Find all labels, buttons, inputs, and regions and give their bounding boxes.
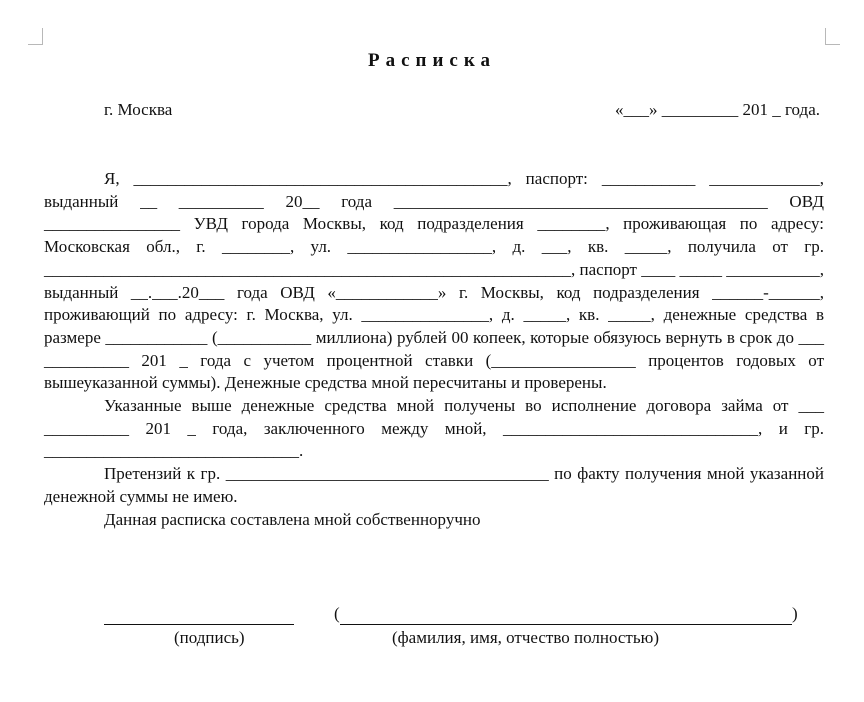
- paragraph-loan-contract: Указанные выше денежные средства мной получены во исполнение договора займа от ___ __________ 201 _ года, заключенного между мной, ______________________________, и гр. ______________________________.: [44, 396, 824, 461]
- page-corner-mark: [28, 28, 43, 45]
- city-line: г. Москва: [104, 100, 173, 119]
- paragraph-no-claims: Претензий к гр. ______________________________________ по факту получения мной указанной денежной суммы не имею.: [44, 464, 824, 506]
- signature-label: (подпись): [174, 628, 245, 647]
- fio-close-paren: ): [792, 604, 798, 623]
- document-body: [44, 168, 824, 531]
- full-name-label: (фамилия, имя, отчество полностью): [392, 628, 659, 647]
- fio-open-paren: (: [334, 604, 340, 623]
- full-name-line: [340, 624, 792, 625]
- date-line: «___» _________ 201 _ года.: [614, 100, 820, 119]
- signature-line: [104, 624, 294, 625]
- paragraph-handwritten: Данная расписка составлена мной собственноручно: [104, 509, 481, 529]
- page-corner-mark: [825, 28, 840, 45]
- paragraph-receipt-details: Я, ____________________________________________, паспорт: ___________ _____________, выданный __ __________ 20__ года ____________________________________________ ОВД ________________ УВД города Москвы, код подразделения ________, проживающая по адресу: Московская обл., г. ________, ул. _________________, д. ___, кв. _____, получила от гр. ______________________________________________________________, паспорт ____ _____ ___________, выданный __.___.20___ года ОВД «____________» г. Москвы, код подразделения ______-______, проживающий по адресу: г. Москва, ул. _______________, д. _____, кв. _____, денежные средства в размере ____________ (___________ миллиона) рублей 00 копеек, которые обязуюсь вернуть в срок до ___ __________ 201 _ года с учетом процентной ставки (_________________ процентов годовых от вышеуказанной суммы). Денежные средства мной пересчитаны и проверены.: [44, 169, 824, 393]
- document-title: Расписка: [367, 50, 497, 71]
